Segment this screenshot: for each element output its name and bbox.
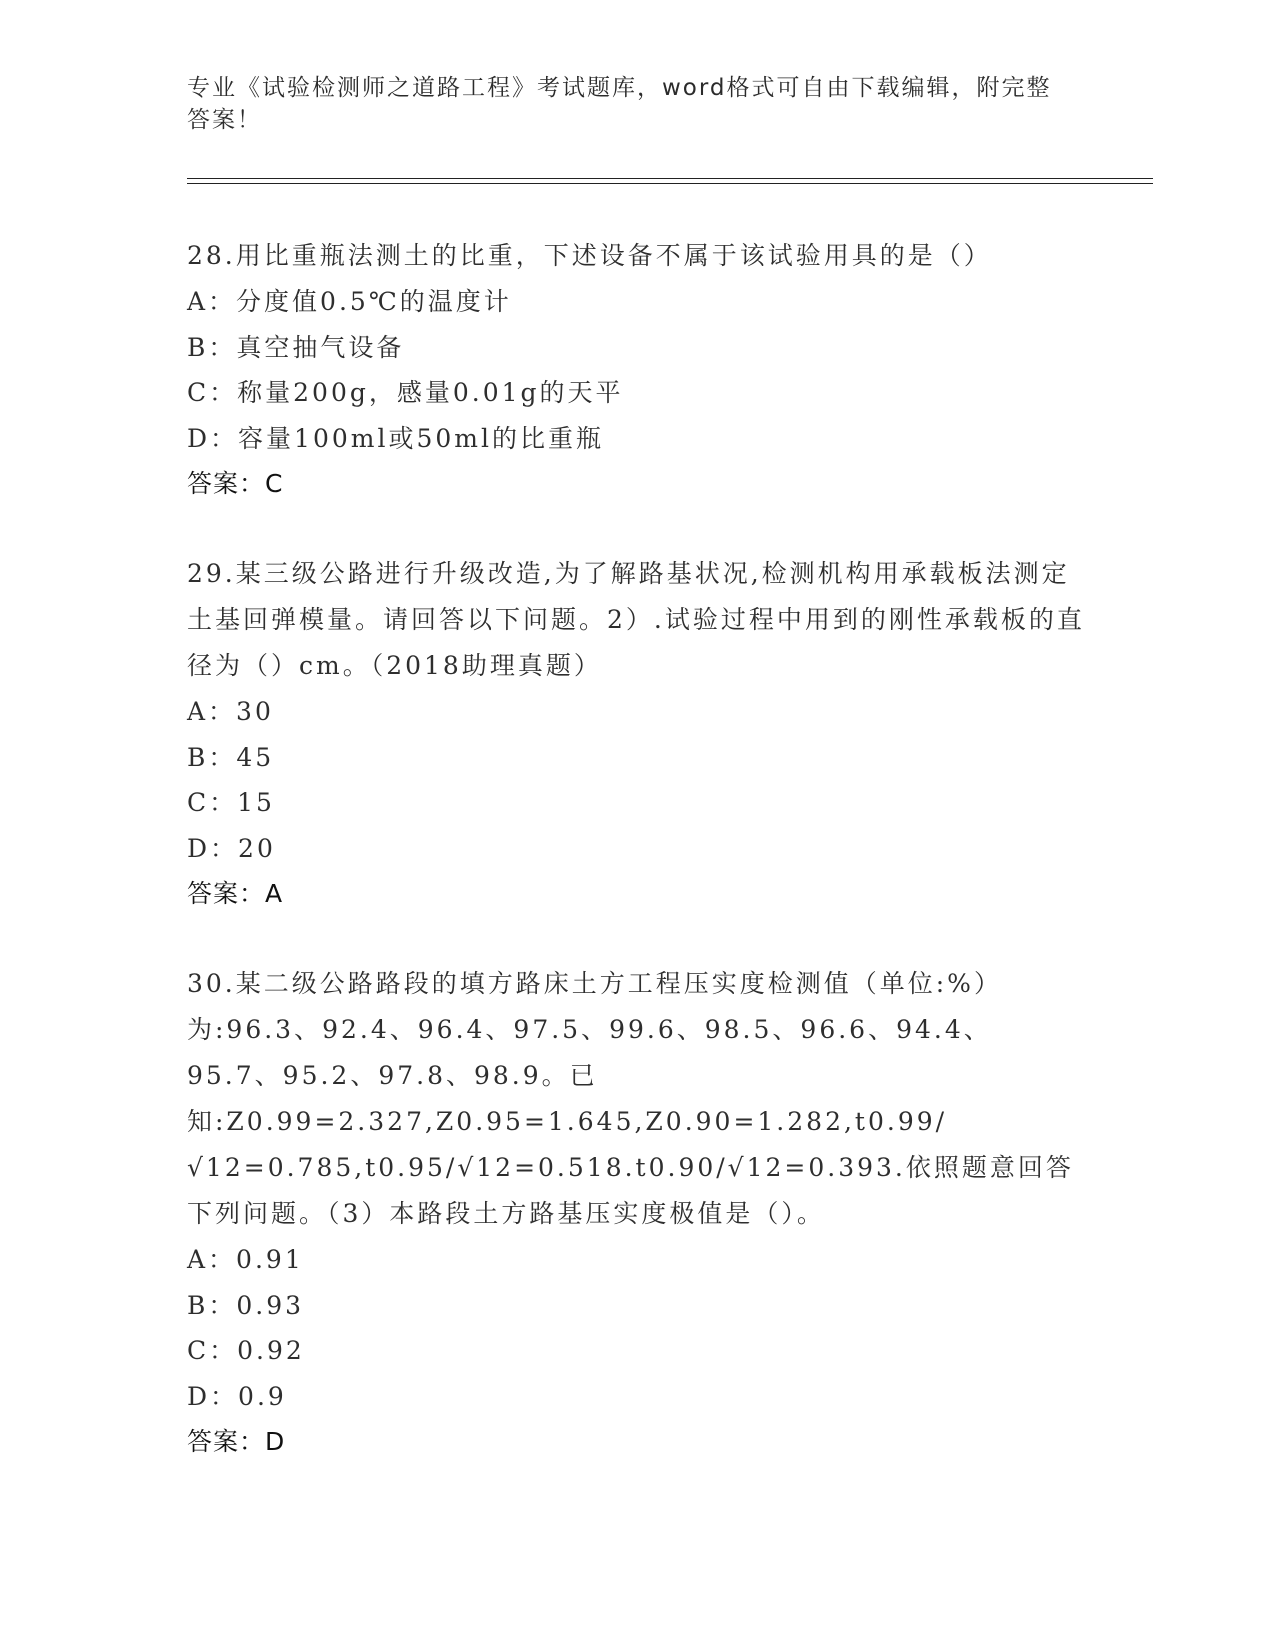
page-header: 专业《试验检测师之道路工程》考试题库，word格式可自由下载编辑，附完整答案！: [187, 75, 1052, 133]
header-divider-bottom: [187, 183, 1153, 184]
header-divider-top: [187, 178, 1153, 179]
answer: 答案：A: [187, 879, 284, 908]
option-a: A：0.91: [187, 1245, 304, 1274]
option-d: D：20: [187, 833, 276, 863]
question-stem: 30.某二级公路路段的填方路床土方工程压实度检测值（单位:%）为:96.3、92.4、96.4、97.5、99.6、98.5、96.6、94.4、95.7、95.2、97.8、98.9。已知:Z0.99=2.327,Z0.95=1.645,Z0.90=1.282,t0.99/√12=0.785,t0.95/√12=0.518.t0.90/√12=0.393.依照题意回答下列问题。（3）本路段土方路基压实度极值是（）。: [187, 969, 1074, 1228]
option-b: B：真空抽气设备: [187, 332, 405, 362]
option-d: D：0.9: [187, 1381, 287, 1411]
question-30: [187, 961, 1087, 1465]
option-c: C：15: [187, 788, 275, 817]
question-28: [187, 233, 1087, 507]
option-b: B：0.93: [187, 1290, 305, 1320]
answer: 答案：C: [187, 469, 284, 498]
question-stem: 28.用比重瓶法测土的比重，下述设备不属于该试验用具的是（）: [187, 241, 992, 270]
option-a: A：30: [187, 697, 274, 726]
question-29: [187, 551, 1087, 917]
option-a: A：分度值0.5℃的温度计: [187, 287, 512, 316]
option-c: C：称量200g，感量0.01g的天平: [187, 378, 624, 407]
question-stem: 29.某三级公路进行升级改造,为了解路基状况,检测机构用承载板法测定土基回弹模量。请回答以下问题。2）.试验过程中用到的刚性承载板的直径为（）cm。（2018助理真题）: [187, 559, 1085, 680]
option-d: D：容量100ml或50ml的比重瓶: [187, 423, 604, 453]
answer: 答案：D: [187, 1427, 286, 1456]
option-c: C：0.92: [187, 1336, 305, 1365]
option-b: B：45: [187, 742, 275, 772]
